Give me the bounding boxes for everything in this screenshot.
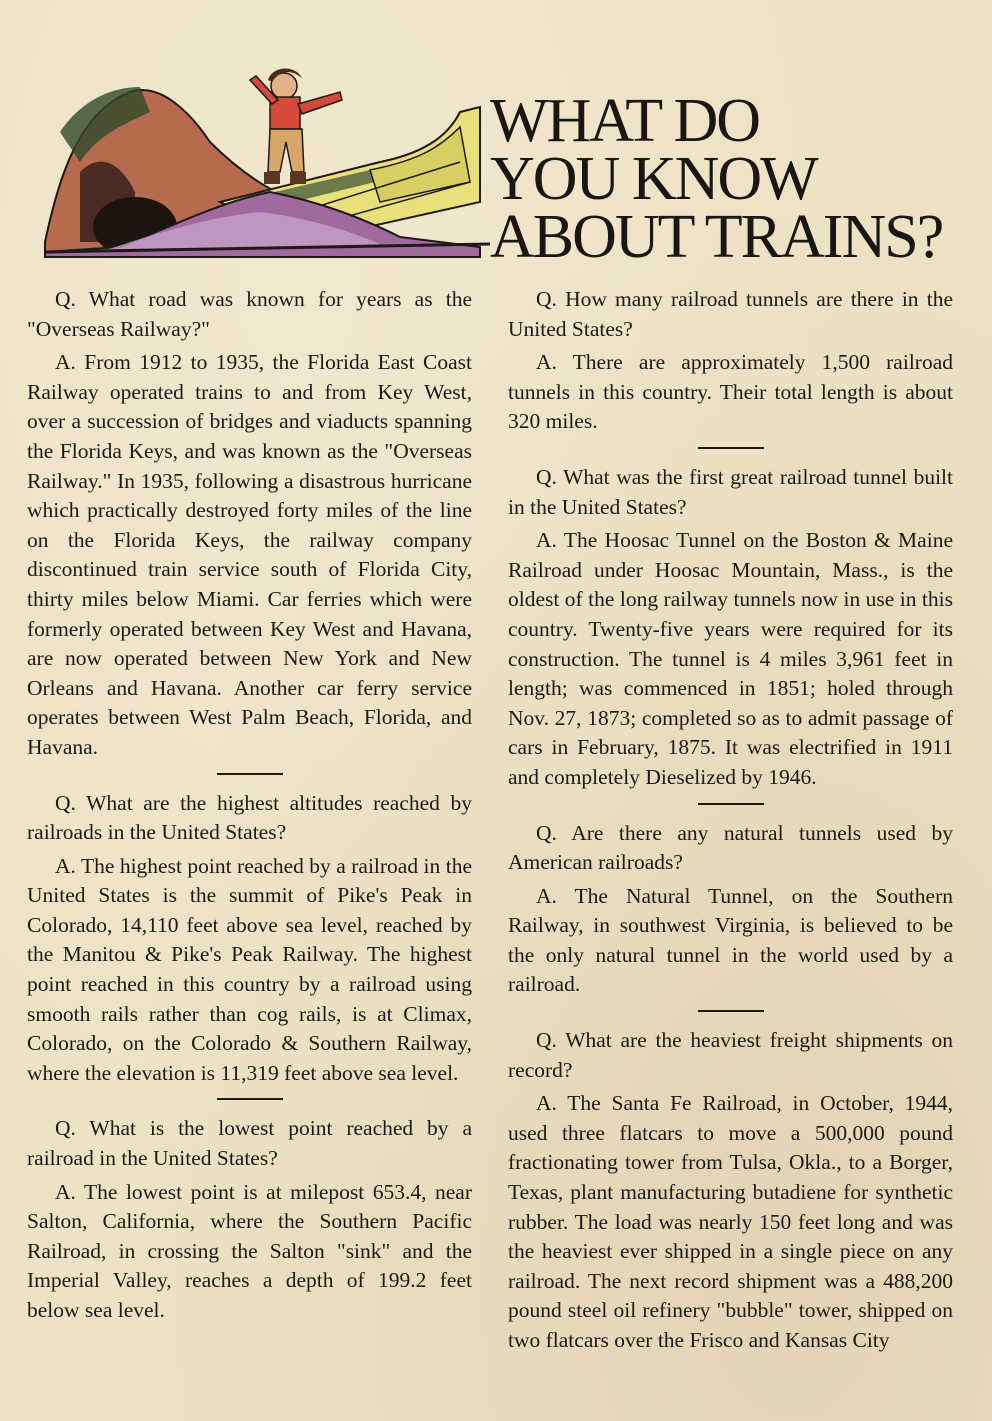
question: Q. Are there any natural tunnels used by American railroads? <box>508 820 953 875</box>
question: Q. What was the first great railroad tunnel built in the United States? <box>508 464 953 519</box>
question: Q. What are the highest altitudes reached by railroads in the United States? <box>27 790 472 845</box>
answer: A. From 1912 to 1935, the Florida East Coast Railway operated trains to and from Key West, over a succession of bridges and viaducts spanning the Florida Keys, and was known as the "Overseas Railway." In 1935, following a disastrous hurricane which practically destroyed forty miles of the line on the Florida Keys, the railway company discontinued train service south of Florida City, thirty miles below Miami. Car ferries which were formerly operated between Key West and Havana, are now operated between New York and New Orleans and Havana. Another car ferry service operates between West Palm Beach, Florida, and Havana. <box>27 350 472 759</box>
title-line: ABOUT TRAINS? <box>490 203 943 271</box>
answer: A. The Hoosac Tunnel on the Boston & Maine Railroad under Hoosac Mountain, Mass., is the oldest of the long railway tunnels now in use in this country. Twenty-five years were required for its construction. The tunnel is 4 miles 3,961 feet in length; was commenced in 1851; holed through Nov. 27, 1873; completed so as to admit passage of cars in February, 1875. It was electrified in 1911 and completely Dieselized by 1946. <box>508 528 953 789</box>
left-column <box>27 285 472 1330</box>
page-title <box>490 87 990 271</box>
answer: A. The highest point reached by a railroad in the United States is the summit of Pike's Peak in Colorado, 14,110 feet above sea level, reached by the Manitou & Pike's Peak Railway. The highest point reached in this country by a railroad using smooth rails rather than cog rails, is at Climax, Colorado, on the Colorado & Southern Railway, where the elevation is 11,319 feet above sea level. <box>27 853 472 1085</box>
question: Q. What is the lowest point reached by a railroad in the United States? <box>27 1116 472 1171</box>
question: Q. What road was known for years as the "Overseas Railway?" <box>27 287 472 341</box>
header <box>40 52 960 271</box>
title-line: WHAT DO <box>490 87 759 155</box>
divider <box>698 447 764 449</box>
divider <box>217 1098 283 1100</box>
question: Q. What are the heaviest freight shipments on record? <box>508 1028 953 1082</box>
title-line: YOU KNOW <box>490 145 817 213</box>
boy-on-cliff-with-train-illustration <box>40 52 500 267</box>
answer: A. The Natural Tunnel, on the Southern Railway, in southwest Virginia, is believed to be the only natural tunnel in the world used by a railroad. <box>508 883 953 997</box>
divider <box>698 1010 764 1012</box>
answer: A. There are approximately 1,500 railroad tunnels in this country. Their total length is about 320 miles. <box>508 350 953 434</box>
divider <box>698 803 764 805</box>
answer: A. The Santa Fe Railroad, in October, 1944, used three flatcars to move a 500,000 pound fractionating tower from Tulsa, Okla., to a Borger, Texas, plant manufacturing butadiene for synthetic rubber. The load was nearly 150 feet long and was the heaviest ever shipped in a single piece on any railroad. The next record shipment was a 488,200 pound steel oil refinery "bubble" tower, shipped on two flatcars over the Frisco and Kansas City <box>508 1091 953 1352</box>
right-column <box>508 285 953 1360</box>
answer: A. The lowest point is at milepost 653.4, near Salton, California, where the Southern Pacific Railroad, in crossing the Salton "sink" and the Imperial Valley, reaches a depth of 199.2 feet below sea level. <box>27 1179 472 1322</box>
divider <box>217 773 283 775</box>
question: Q. How many railroad tunnels are there in the United States? <box>508 287 953 341</box>
